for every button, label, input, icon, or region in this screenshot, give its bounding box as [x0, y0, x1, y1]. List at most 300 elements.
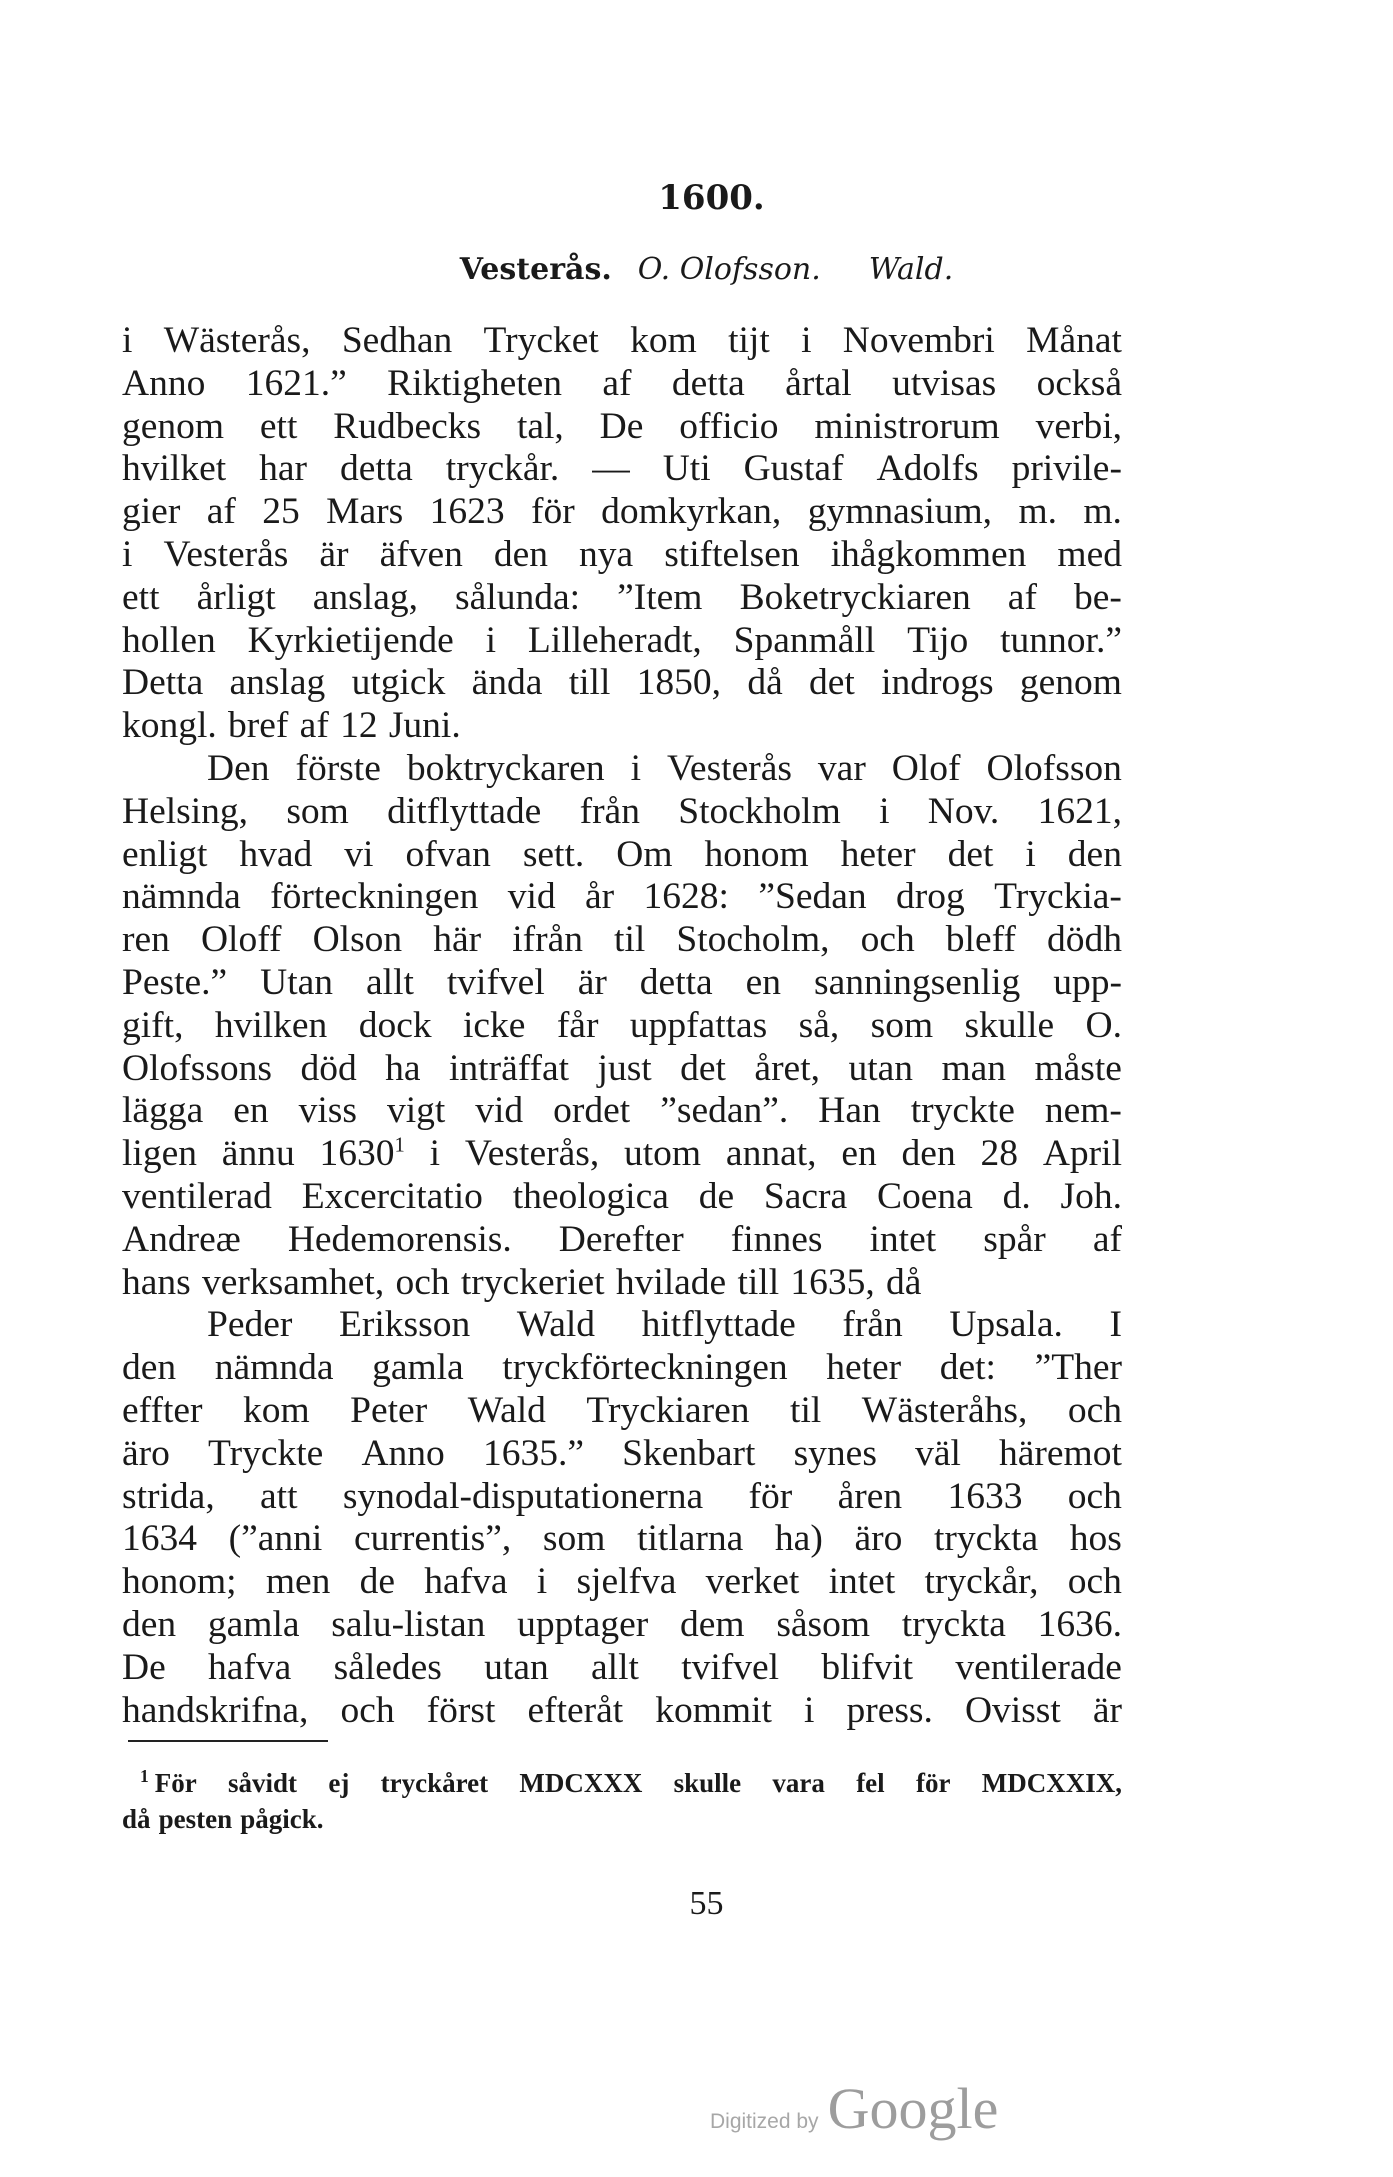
- word: De: [599, 405, 644, 447]
- text-line: [122, 662, 1122, 705]
- word: ha): [774, 1518, 823, 1560]
- word: i: [801, 320, 812, 361]
- text-line: [122, 1048, 1122, 1091]
- word: det: [809, 662, 855, 704]
- word: såvidt: [228, 1768, 298, 1798]
- running-head: [0, 252, 1393, 287]
- word: intet: [869, 1218, 937, 1260]
- word: utgick: [351, 662, 446, 704]
- word: allt: [366, 961, 414, 1003]
- text-line: [122, 363, 1122, 406]
- word: ett: [259, 405, 298, 447]
- word: skulle: [673, 1768, 742, 1798]
- word: pesten: [158, 1804, 233, 1834]
- text-line: [122, 448, 1122, 491]
- word: gymnasium,: [807, 491, 993, 533]
- word: utan: [848, 1047, 914, 1089]
- word: April: [1042, 1133, 1122, 1175]
- word: verksamhet,: [202, 1261, 385, 1303]
- word: tryckeriet: [460, 1261, 605, 1303]
- word: i: [485, 619, 497, 661]
- word: ditflyttade: [387, 790, 542, 832]
- word: gift,: [122, 1004, 184, 1046]
- word: MDCXXX: [519, 1768, 643, 1798]
- word: är: [577, 961, 607, 1003]
- running-head-printer-olofsson: O. Olofsson.: [637, 252, 821, 287]
- word: Nov.: [927, 790, 1000, 832]
- word: nämnda: [214, 1347, 334, 1389]
- word: upp-: [1053, 961, 1122, 1003]
- word: årligt: [196, 576, 276, 618]
- word: ända: [471, 662, 543, 704]
- word: domkyrkan,: [601, 491, 782, 533]
- text-line: [122, 705, 1122, 748]
- word: häremot: [999, 1432, 1122, 1474]
- text-line: [122, 1133, 1122, 1176]
- word: som: [286, 790, 349, 832]
- word: be-: [1074, 576, 1122, 618]
- word: tunnor.”: [1000, 619, 1122, 661]
- word: bleff: [945, 919, 1016, 961]
- word: sanningsenlig: [814, 961, 1021, 1003]
- word: kom: [630, 320, 697, 361]
- text-line: [122, 1390, 1122, 1433]
- word: kom: [242, 1389, 310, 1431]
- word: 1635.”: [482, 1432, 584, 1474]
- word: tijt: [728, 320, 770, 361]
- footnote-line-1: [122, 1765, 1122, 1801]
- word: heter: [826, 1347, 902, 1389]
- text-line: [122, 1176, 1122, 1219]
- word: tal,: [516, 405, 564, 447]
- word: utan: [484, 1646, 549, 1688]
- word: drog: [896, 876, 965, 918]
- word: i: [630, 747, 642, 789]
- word: Wästeråhs,: [861, 1389, 1028, 1431]
- word: gier: [122, 491, 181, 533]
- word: är: [319, 533, 349, 575]
- word: dem: [680, 1603, 745, 1645]
- word: men: [265, 1561, 331, 1603]
- word: intet: [828, 1561, 896, 1603]
- word: Rudbecks: [333, 405, 482, 447]
- word: sett.: [522, 833, 585, 875]
- word: kongl.: [122, 705, 217, 747]
- word: nem-: [1044, 1090, 1122, 1132]
- page-number: 55: [689, 1885, 724, 1922]
- word: hollen: [122, 619, 216, 661]
- word: hitflyttade: [641, 1304, 796, 1346]
- word: Peder: [207, 1304, 293, 1346]
- word: tryckförteckningen: [502, 1347, 788, 1389]
- word: genom: [1019, 662, 1122, 704]
- word: I: [1109, 1304, 1122, 1346]
- word: från: [579, 790, 640, 832]
- text-line: [122, 534, 1122, 577]
- word: är: [1092, 1689, 1122, 1731]
- word: Skenbart: [622, 1432, 756, 1474]
- word: Tryckte: [208, 1432, 324, 1474]
- word: hvilket: [122, 448, 227, 490]
- word: allt: [591, 1646, 639, 1688]
- word: Gustaf: [743, 448, 844, 490]
- word: var: [817, 747, 866, 789]
- word: currentis”,: [354, 1518, 512, 1560]
- footnote-line-2: [122, 1801, 1122, 1837]
- word: blifvit: [821, 1646, 914, 1688]
- word: då: [122, 1804, 151, 1834]
- word: 1633: [947, 1475, 1023, 1517]
- word: strida,: [122, 1475, 215, 1517]
- watermark-logo: Google: [827, 2076, 999, 2141]
- text-line: [122, 919, 1122, 962]
- word: ej: [328, 1768, 350, 1798]
- word: årtal: [785, 362, 852, 404]
- word: först: [426, 1689, 496, 1731]
- word: får: [556, 1004, 599, 1046]
- word: för: [748, 1475, 793, 1517]
- word: Olof: [891, 747, 961, 789]
- word: d.: [1002, 1175, 1031, 1217]
- word: (”anni: [228, 1518, 323, 1560]
- watermark-prefix: Digitized by: [710, 2110, 819, 2133]
- word: äro: [854, 1518, 903, 1560]
- word: Novembri: [842, 320, 995, 361]
- word: hos: [1069, 1518, 1122, 1560]
- word: verket: [705, 1561, 800, 1603]
- word: Mars: [326, 491, 404, 533]
- word: Juni.: [388, 705, 461, 747]
- word: den: [901, 1133, 956, 1175]
- word: pågick.: [240, 1804, 324, 1834]
- word: ha: [385, 1047, 421, 1089]
- word: sålunda:: [455, 576, 581, 618]
- word: indrogs: [881, 662, 994, 704]
- word: hvilade: [615, 1261, 727, 1303]
- word: hafva: [208, 1646, 292, 1688]
- word: fel: [856, 1768, 885, 1798]
- word: en: [841, 1133, 877, 1175]
- word: De: [122, 1646, 166, 1688]
- word: Excercitatio: [301, 1175, 483, 1217]
- word: ännu: [221, 1133, 295, 1175]
- word: och: [1067, 1475, 1122, 1517]
- word: vi: [344, 833, 374, 875]
- word: Lilleheradt,: [527, 619, 702, 661]
- word: 12: [340, 705, 378, 747]
- word: ministrorum: [814, 405, 1000, 447]
- word: skulle: [964, 1004, 1055, 1046]
- word: salu-listan: [331, 1603, 486, 1645]
- text-line: [122, 1561, 1122, 1604]
- page-year-heading: 1600.: [658, 178, 765, 218]
- word: Olofsson: [986, 747, 1122, 789]
- word: ventilerad: [122, 1175, 272, 1217]
- word: 1635,: [790, 1261, 875, 1303]
- text-line: [122, 491, 1122, 534]
- word: finnes: [730, 1218, 823, 1260]
- text-line: [122, 1518, 1122, 1561]
- word: utvisas: [892, 362, 997, 404]
- word: med: [1057, 533, 1122, 575]
- word: ett: [122, 576, 160, 618]
- text-line: [122, 1090, 1122, 1133]
- word: ren: [122, 919, 170, 961]
- word: Anno: [122, 362, 206, 404]
- word: Tijo: [907, 619, 969, 661]
- word: ligen: [122, 1133, 197, 1175]
- word: O.: [1085, 1004, 1122, 1046]
- word: icke: [462, 1004, 526, 1046]
- word: äfven: [379, 533, 463, 575]
- word: lägga: [122, 1090, 204, 1132]
- word: man: [941, 1047, 1007, 1089]
- word: för: [530, 491, 575, 533]
- word: vid: [475, 1090, 524, 1132]
- text-line: [122, 1690, 1122, 1733]
- word: af: [1007, 576, 1037, 618]
- word: Vesterås: [163, 533, 289, 575]
- word: som: [542, 1518, 606, 1560]
- body-text: [122, 320, 1122, 1732]
- word: tryckte: [910, 1090, 1015, 1132]
- word: annat,: [725, 1133, 817, 1175]
- word: —: [592, 448, 630, 490]
- text-line-paragraph-start: [122, 1304, 1122, 1347]
- word: 1634: [122, 1518, 197, 1560]
- word: ofvan: [405, 833, 491, 875]
- word: död: [300, 1047, 357, 1089]
- word: stiftelsen: [664, 533, 800, 575]
- text-line: [122, 620, 1122, 663]
- text-line-paragraph-start: [122, 748, 1122, 791]
- word: heter: [840, 833, 916, 875]
- word: Eriksson: [338, 1304, 471, 1346]
- text-line: [122, 320, 1122, 363]
- word: synodal-disputationerna: [342, 1475, 704, 1517]
- word: honom;: [122, 1561, 237, 1603]
- word: således: [333, 1646, 442, 1688]
- word: ”Item: [617, 576, 703, 618]
- word: honom: [704, 833, 809, 875]
- footnote-mark: 1: [140, 1766, 149, 1786]
- word: det: [947, 833, 994, 875]
- word: Vesterås,: [464, 1133, 600, 1175]
- text-line: [122, 1262, 1122, 1305]
- word: år: [585, 876, 615, 918]
- word: Månat: [1026, 320, 1122, 361]
- word: 1628:: [643, 876, 729, 918]
- word: har: [259, 448, 307, 490]
- word: den: [122, 1347, 177, 1389]
- word: förste: [295, 747, 381, 789]
- word: efteråt: [527, 1689, 624, 1731]
- word: det: [680, 1047, 726, 1089]
- word: af: [602, 362, 632, 404]
- word: Peter: [350, 1389, 428, 1431]
- word: tryckta: [901, 1603, 1006, 1645]
- word: press.: [846, 1689, 933, 1731]
- word: och: [1067, 1561, 1122, 1603]
- word: Uti: [662, 448, 711, 490]
- word: Hedemorensis.: [287, 1218, 512, 1260]
- word: genom: [122, 405, 225, 447]
- word: ihågkommen: [830, 533, 1027, 575]
- word: väl: [915, 1432, 961, 1474]
- word: Detta: [122, 662, 204, 704]
- word: från: [842, 1304, 903, 1346]
- word: 25: [262, 491, 300, 533]
- word: anslag: [229, 662, 326, 704]
- word: Spanmåll: [733, 619, 876, 661]
- word: Andreæ: [122, 1218, 241, 1260]
- word: Han: [818, 1090, 881, 1132]
- word: verbi,: [1035, 405, 1122, 447]
- word: gamla: [372, 1347, 464, 1389]
- word: hans: [122, 1261, 191, 1303]
- word: MDCXXIX,: [981, 1768, 1122, 1798]
- word: Peste.”: [122, 961, 228, 1003]
- word: dödh: [1046, 919, 1122, 961]
- word: viss: [298, 1090, 357, 1132]
- word: titlarna: [637, 1518, 744, 1560]
- running-head-printer-wald: Wald.: [868, 252, 954, 287]
- word: anslag,: [312, 576, 418, 618]
- word: dock: [358, 1004, 432, 1046]
- word: och: [860, 919, 915, 961]
- word: m.: [1018, 491, 1057, 533]
- word: ”Ther: [1034, 1347, 1122, 1389]
- word: Stocholm,: [676, 919, 830, 961]
- word: i: [803, 1689, 815, 1731]
- text-line: [122, 1433, 1122, 1476]
- word: hvad: [239, 833, 313, 875]
- word: att: [260, 1475, 298, 1517]
- word: äro: [122, 1432, 170, 1474]
- word: Adolfs: [876, 448, 979, 490]
- word: till: [568, 662, 611, 704]
- word: privile-: [1011, 448, 1122, 490]
- word: Boketryckiaren: [739, 576, 971, 618]
- word: i: [122, 533, 133, 575]
- word: sjelfva: [576, 1561, 677, 1603]
- text-line: [122, 1005, 1122, 1048]
- word: då: [886, 1261, 922, 1303]
- word: Upsala.: [949, 1304, 1063, 1346]
- word: vigt: [386, 1090, 446, 1132]
- word: tryckår.: [445, 448, 560, 490]
- word: åren: [837, 1475, 903, 1517]
- word: ”sedan”.: [660, 1090, 789, 1132]
- word: uppfattas: [629, 1004, 768, 1046]
- word: året,: [754, 1047, 820, 1089]
- word: då: [747, 662, 783, 704]
- word: tvifvel: [681, 1646, 780, 1688]
- word: af: [299, 705, 329, 747]
- word: handskrifna,: [122, 1689, 309, 1731]
- text-line: [122, 1219, 1122, 1262]
- text-line: [122, 876, 1122, 919]
- word: af: [206, 491, 236, 533]
- word: 1636.: [1037, 1603, 1122, 1645]
- word: Stockholm: [678, 790, 841, 832]
- word: utom: [624, 1133, 702, 1175]
- word: såsom: [776, 1603, 871, 1645]
- text-line: [122, 1647, 1122, 1690]
- word: en: [233, 1090, 269, 1132]
- word: förteckningen: [270, 876, 479, 918]
- word: 1623: [429, 491, 505, 533]
- word: detta: [339, 448, 413, 490]
- word: synes: [793, 1432, 877, 1474]
- word: 1621.”: [245, 362, 347, 404]
- word: Om: [616, 833, 673, 875]
- word: effter: [122, 1389, 203, 1431]
- word: 1850,: [636, 662, 722, 704]
- word: nya: [579, 533, 634, 575]
- word: af: [1092, 1218, 1122, 1260]
- word: Riktigheten: [387, 362, 563, 404]
- word: just: [597, 1047, 652, 1089]
- word: i: [879, 790, 890, 832]
- word: detta: [671, 362, 745, 404]
- word: i: [536, 1561, 548, 1603]
- word: 1621,: [1037, 790, 1122, 832]
- text-line: [122, 962, 1122, 1005]
- word: också: [1036, 362, 1122, 404]
- word: det:: [939, 1347, 996, 1389]
- word: ordet: [553, 1090, 631, 1132]
- word: Oloff: [200, 919, 282, 961]
- word: inträffat: [449, 1047, 570, 1089]
- word: Tryckiaren: [586, 1389, 750, 1431]
- word: Tryckia-: [994, 876, 1122, 918]
- word: och: [395, 1261, 450, 1303]
- word: m.: [1083, 491, 1122, 533]
- word: ifrån: [512, 919, 583, 961]
- word: och: [340, 1689, 395, 1731]
- word: Kyrkietijende: [247, 619, 454, 661]
- word: theologica: [512, 1175, 669, 1217]
- word: gamla: [207, 1603, 300, 1645]
- word: til: [790, 1389, 822, 1431]
- word: boktryckaren: [406, 747, 605, 789]
- digitized-watermark: [710, 2075, 998, 2142]
- word: Wald: [516, 1304, 596, 1346]
- footnote: [122, 1765, 1122, 1837]
- word: Olofssons: [122, 1047, 273, 1089]
- word: Sedhan: [341, 320, 453, 361]
- word: Den: [207, 747, 270, 789]
- word: Vesterås: [667, 747, 792, 789]
- word: i: [1025, 833, 1036, 875]
- word: Joh.: [1060, 1175, 1122, 1217]
- word: Sacra: [763, 1175, 848, 1217]
- text-line: [122, 406, 1122, 449]
- word: här: [433, 919, 482, 961]
- word: Derefter: [558, 1218, 684, 1260]
- word: till: [737, 1261, 780, 1303]
- word: som: [870, 1004, 934, 1046]
- word: hafva: [424, 1561, 508, 1603]
- word: Ovisst: [964, 1689, 1061, 1731]
- word: officio: [679, 405, 779, 447]
- word: för: [915, 1768, 951, 1798]
- word: tryckåret: [380, 1768, 489, 1798]
- word: de: [359, 1561, 396, 1603]
- word: kommit: [655, 1689, 772, 1731]
- word: Trycket: [483, 320, 599, 361]
